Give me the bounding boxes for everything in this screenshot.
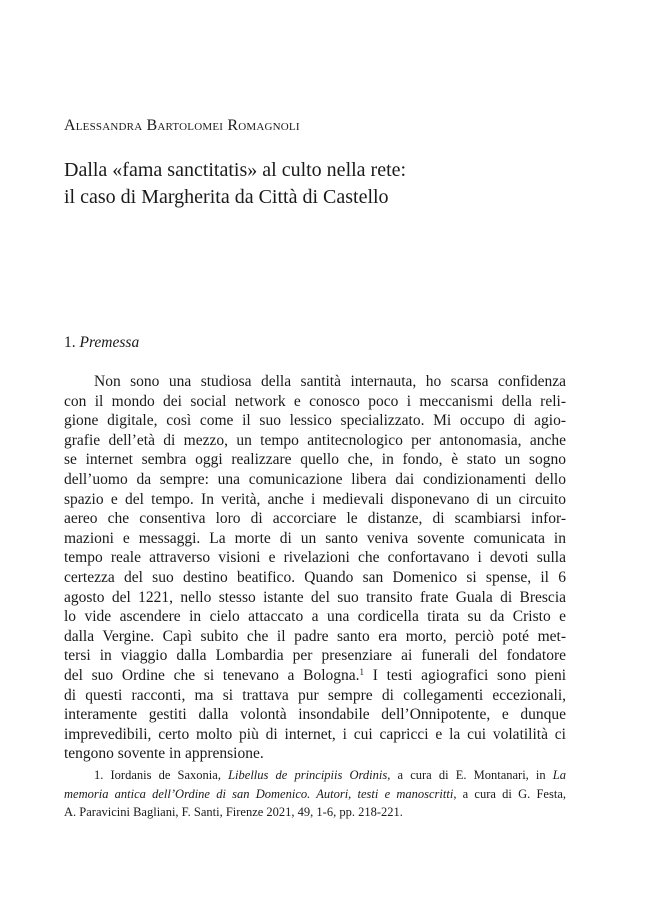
body-line: grafie dell’età di mezzo, un tempo antitecnologico per antonomasia, anche xyxy=(64,431,566,449)
body-line: certezza del suo destino beatifico. Quando san Domenico si spense, il 6 xyxy=(64,568,566,586)
body-line: dalla Vergine. Capì subito che il padre santo era morto, perciò poté met- xyxy=(64,627,566,645)
footnote-editor: , a cura di E. Montanari, in xyxy=(387,768,546,782)
footnote-line xyxy=(64,785,566,804)
title-line-2: il caso di Margherita da Città di Castello xyxy=(64,186,389,208)
footnote-rest: , a cura di G. Festa, xyxy=(453,786,566,801)
body-line: agosto del 1221, nello stesso istante del suo transito frate Guala di Brescia xyxy=(64,588,566,606)
title-line-1: Dalla «fama sanctitatis» al culto nella rete: xyxy=(64,159,407,181)
body-line: mazioni e messaggi. La morte di un santo veniva sovente comunicata in xyxy=(64,529,566,547)
footnote-number: 1. xyxy=(94,768,104,782)
article-title xyxy=(64,157,406,211)
footnote xyxy=(64,766,566,822)
body-line: aereo che consentiva loro di accorciare le distanze, di scambiarsi infor- xyxy=(64,510,566,528)
footnote-work: Libellus de principiis Ordinis xyxy=(228,768,388,782)
body-line: dell’uomo da sempre: una comunicazione libera dai condizionamenti dello xyxy=(64,470,566,488)
footnote-marker[interactable]: 1 xyxy=(359,666,365,677)
body-line: gione digitale, così come il suo lessico specializzato. Mi occupo di agio- xyxy=(64,412,566,430)
body-line: interamente gestiti dalla volontà insondabile dell’Onnipotente, e dunque xyxy=(64,706,566,724)
footnote-line xyxy=(64,766,566,785)
body-line: tengono sovente in apprensione. xyxy=(64,745,264,763)
section-heading xyxy=(64,334,139,352)
body-line: imprevedibili, certo molto più di internet, i cui capricci e la cui volatilità ci xyxy=(64,725,566,743)
body-line: lo vide ascendere in cielo attaccato a una cordicella tirata su da Cristo e xyxy=(64,608,566,626)
footnote-collection: memoria antica dell’Ordine di san Domenico. Autori, testi e manoscritti xyxy=(64,786,454,801)
body-paragraph xyxy=(64,372,566,764)
footnote-collection: La xyxy=(552,768,566,782)
footnote-author: Iordanis de Saxonia, xyxy=(110,768,221,782)
footnote-line: A. Paravicini Bagliani, F. Santi, Firenze 2021, 49, 1-6, pp. 218-221. xyxy=(64,805,403,819)
body-line: Non sono una studiosa della santità internauta, ho scarsa confidenza xyxy=(94,373,566,390)
author-name: Alessandra Bartolomei Romagnoli xyxy=(64,117,300,134)
section-name: Premessa xyxy=(79,334,140,351)
body-line-part: del suo Ordine che si tenevano a Bologna. xyxy=(64,666,360,684)
body-line: se internet sembra oggi realizzare quello che, in fondo, è stato un sogno xyxy=(64,451,566,469)
body-line-with-note xyxy=(64,666,566,686)
section-number: 1. xyxy=(64,334,76,351)
body-line: di questi racconti, ma si trattava pur sempre di collegamenti eccezionali, xyxy=(64,686,566,704)
body-line: tersi in viaggio dalla Lombardia per presenziare ai funerali del fondatore xyxy=(64,647,566,665)
body-line: spazio e del tempo. In verità, anche i medievali disponevano di un circuito xyxy=(64,490,566,508)
body-line: con il mondo dei social network e conosco poco i meccanismi della reli- xyxy=(64,392,566,410)
body-line-part: I testi agiografici sono pieni xyxy=(372,666,566,684)
body-line: tempo reale attraverso visioni e rivelazioni che confortavano i devoti sulla xyxy=(64,549,566,567)
